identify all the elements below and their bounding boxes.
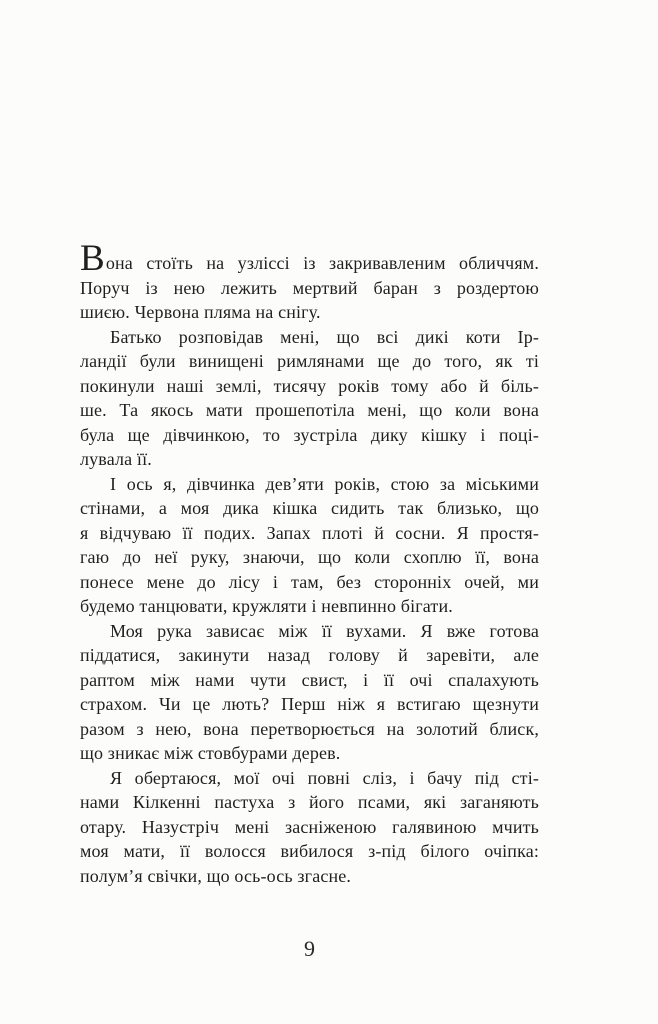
text-line: Моя рука зависає між її вухами. Я вже готова — [110, 620, 539, 641]
drop-cap-letter: В — [80, 238, 105, 279]
text-line: понесе мене до лісу і там, без сторонніх очей, ми — [80, 571, 539, 592]
text-line: ландії були винищені римлянами ще до того, як ті — [80, 351, 539, 371]
text-line: лувала її. — [80, 449, 152, 469]
text-line: отару. Назустріч мені засніженою галявиною мчить — [80, 816, 539, 837]
text-line: страхом. Чи це лють? Перш ніж я встигаю щезнути — [80, 694, 539, 714]
text-line: стінами, а моя дика кішка сидить так близько, що — [80, 498, 539, 518]
body-text — [80, 238, 539, 888]
paragraph — [80, 619, 539, 766]
text-line: шиєю. Червона пляма на снігу. — [80, 302, 321, 322]
text-line: піддатися, закинути назад голову й заревіти, але — [80, 645, 539, 665]
paragraph — [80, 472, 539, 619]
text-line: полум’я свічки, що ось-ось згасне. — [80, 865, 352, 886]
text-line: раптом між нами чути свист, і її очі спалахують — [80, 669, 539, 690]
text-line: І ось я, дівчинка дев’яти років, стою за міськими — [110, 473, 539, 494]
paragraph — [80, 238, 539, 325]
text-line: Поруч із нею лежить мертвий баран з роздертою — [80, 277, 539, 298]
text-line: покинули наші землі, тисячу років тому або й біль- — [80, 375, 539, 396]
paragraph — [80, 325, 539, 472]
text-line: гаю до неї руку, знаючи, що коли схоплю її, вона — [80, 547, 539, 567]
text-line: що зникає між стовбурами дерев. — [80, 743, 341, 763]
text-line: ше. Та якось мати прошепотіла мені, що коли вона — [80, 400, 539, 420]
text-line: Я обертаюся, мої очі повні сліз, і бачу під сті- — [110, 767, 539, 788]
text-line: була ще дівчинкою, то зустріла дику кішку і поці- — [80, 424, 539, 445]
text-line: будемо танцювати, кружляти і невпинно бігати. — [80, 596, 453, 616]
text-line: я відчуваю її подих. Запах плоті й сосни. Я простя- — [80, 522, 539, 543]
paragraph — [80, 766, 539, 889]
page-number: 9 — [304, 936, 315, 961]
text-line: нами Кілкенні пастуха з його псами, які заганяють — [80, 792, 539, 812]
text-line: Вона стоїть на узліссі із закривавленим обличчям. — [80, 238, 539, 279]
text-line: моя мати, її волосся вибилося з-під білого очіпка: — [80, 841, 539, 861]
text-line: Батько розповідав мені, що всі дикі коти Ір- — [110, 326, 539, 347]
text-line: разом з нею, вона перетворюється на золотий блиск, — [80, 718, 539, 739]
